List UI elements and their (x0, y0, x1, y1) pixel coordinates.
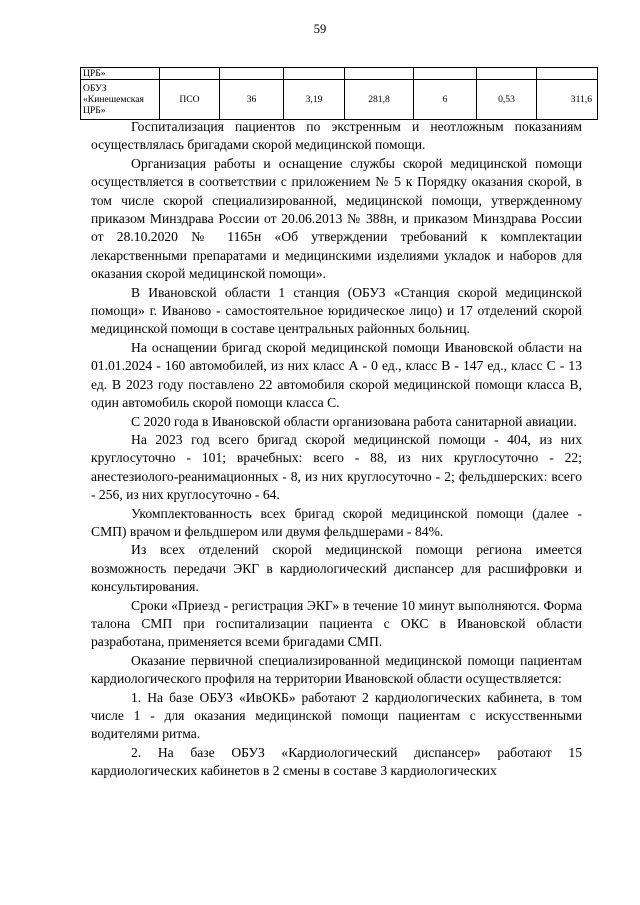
name-line: ОБУЗ (83, 83, 107, 94)
table-cell (220, 68, 284, 80)
table-cell (160, 68, 220, 80)
paragraph: 2. На базе ОБУЗ «Кардиологический диспансер» работают 15 кардиологических кабинетов в 2 смены в составе 3 кардиологических (91, 744, 582, 779)
table-cell-value: 36 (220, 80, 284, 120)
table-cell-value: 0,53 (477, 80, 537, 120)
paragraph: На оснащении бригад скорой медицинской помощи Ивановской области на 01.01.2024 - 160 автомобилей, из них класс А - 0 ед., класс В - 147 ед., класс С - 13 ед. В 2023 году поставлено 22 автомобиля скорой медицинской помощи класса В, один автомобиль скорой помощи класса С. (91, 339, 582, 411)
table-cell-type: ПСО (160, 80, 220, 120)
table-cell-value: 6 (414, 80, 477, 120)
paragraph: На 2023 год всего бригад скорой медицинской помощи - 404, из них круглосуточно - 101; врачебных: всего - 88, из них круглосуточно - 22; анестезиолого-реанимационных - 8, из них круглосуточно - 2; фельдшерских: всего - 256, из них круглосуточно - 64. (91, 431, 582, 503)
table-cell (284, 68, 345, 80)
paragraph: 1. На базе ОБУЗ «ИвОКБ» работают 2 кардиологических кабинета, в том числе 1 - для оказания медицинской помощи пациентам с искусственными водителями ритма. (91, 689, 582, 742)
statistics-table-fragment (80, 67, 598, 120)
paragraph: Из всех отделений скорой медицинской помощи региона имеется возможность передачи ЭКГ в кардиологический диспансер для расшифровки и консультирования. (91, 542, 582, 595)
table-cell-value: 3,19 (284, 80, 345, 120)
table-cell-name (81, 80, 160, 120)
paragraph: Укомплектованность всех бригад скорой медицинской помощи (далее - СМП) врачом и фельдшером или двумя фельдшерами - 84%. (91, 505, 582, 539)
paragraph: Оказание первичной специализированной медицинской помощи пациентам кардиологического профиля на территории Ивановской области осуществляется: (91, 652, 582, 687)
body-text (91, 118, 582, 781)
name-line: «Кинешемская (83, 94, 144, 105)
table-cell-name: ЦРБ» (81, 68, 160, 80)
table-cell-value: 281,8 (345, 80, 414, 120)
table-cell (414, 68, 477, 80)
table-cell (345, 68, 414, 80)
paragraph: С 2020 года в Ивановской области организована работа санитарной авиации. (131, 413, 577, 429)
paragraph: Госпитализация пациентов по экстренным и неотложным показаниям осуществлялась бригадами скорой медицинской помощи. (91, 119, 582, 153)
table-row (81, 68, 598, 80)
table-cell (477, 68, 537, 80)
paragraph: В Ивановской области 1 станция (ОБУЗ «Станция скорой медицинской помощи» г. Иваново - самостоятельное юридическое лицо) и 17 отделений скорой медицинской помощи в составе центральных районных больниц. (91, 284, 582, 337)
name-line: ЦРБ» (83, 105, 106, 116)
table-cell-value: 311,6 (537, 80, 598, 120)
paragraph: Организация работы и оснащение службы скорой медицинской помощи осуществляется в соответствии с приложением № 5 к Порядку оказания скорой, в том числе скорой специализированной, медицинской помощи, утвержденному приказом Минздрава России от 20.06.2013 № 388н, и приказом Минздрава России от 28.10.2020 № 1165н «Об утверждении требований к комплектации лекарственными препаратами и медицинскими изделиями укладок и наборов для оказания скорой медицинской помощи». (91, 155, 582, 282)
table-cell (537, 68, 598, 80)
page-number: 59 (313, 22, 327, 36)
table-row (81, 80, 598, 120)
paragraph: Сроки «Приезд - регистрация ЭКГ» в течение 10 минут выполняются. Форма талона СМП при госпитализации пациента с ОКС в Ивановской области разработана, применяется всеми бригадами СМП. (91, 597, 582, 650)
